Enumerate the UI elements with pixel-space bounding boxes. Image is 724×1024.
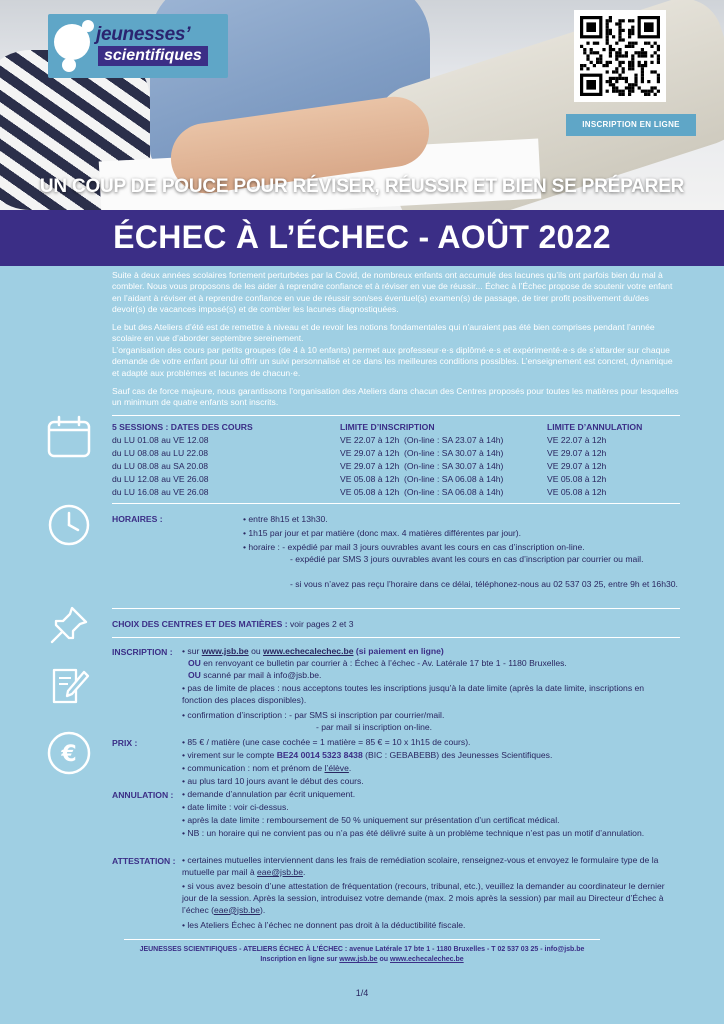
session-dates: du LU 01.08 au VE 12.08 [112,435,209,445]
qr-module [609,83,612,86]
jsb-link[interactable]: www.jsb.be [339,956,378,963]
qr-module [628,42,631,45]
qr-module [647,80,650,83]
qr-module [650,86,653,89]
attestation-line: • les Ateliers Échec à l’échec ne donnent pas droit à la déductibilité fiscale. [182,920,466,930]
online-deadline: (On-line : SA 06.08 à 14h) [404,487,504,497]
qr-module [657,45,660,48]
qr-module [628,64,631,67]
qr-module [634,42,637,45]
qr-module [654,93,657,96]
qr-module [615,86,618,89]
qr-module [615,67,618,70]
qr-module [628,90,631,93]
qr-module [644,42,647,45]
registration-deadline: VE 29.07 à 12h [340,461,400,471]
qr-module [657,80,660,83]
intro-paragraph: Suite à deux années scolaires fortement perturbées par la Covid, de nombreux enfants ont accumulé des lacunes qu’ils ont parfois bien du mal à combler. Nous vous proposons de les aider à reprendre confiance et à réviser en vue de réussir... Échec à l’Échec propose de soutenir votre enfant en l’aidant à réviser et à reprendre confiance en vue de réussir son/ses éventuel(s) examen(s) de passage, de tirer profit positivement du/des devoir(s) de vacances imposé(s) et de combler les lacunes diagnostiquées. [112,270,673,315]
qr-module [644,90,647,93]
qr-module [641,77,644,80]
tagline: UN COUP DE POUCE POUR RÉVISER, RÉUSSIR ET BIEN SE PRÉPARER [39,176,685,197]
qr-module [609,51,612,54]
qr-module [622,77,625,80]
registration-deadline-header: LIMITE D’INSCRIPTION [340,422,435,432]
qr-module [615,80,618,83]
qr-module [606,26,609,29]
qr-module [593,51,596,54]
qr-module [618,35,621,38]
prix-text: • communication : nom et prénom de [182,763,325,773]
qr-module [628,67,631,70]
prix-line: • 85 € / matière (une case cochée = 1 matière = 85 € = 10 x 1h15 de cours). [182,737,471,747]
qr-module [609,61,612,64]
qr-module [628,32,631,35]
qr-module [606,22,609,25]
attestation-line [182,881,672,916]
qr-module [583,51,586,54]
qr-module [654,51,657,54]
clock-icon [46,502,92,548]
qr-module [641,54,644,57]
qr-module [641,80,644,83]
qr-module [606,19,609,22]
qr-module [657,61,660,64]
centres-link[interactable]: voir pages 2 et 3 [289,619,354,629]
qr-module [590,48,593,51]
pushpin-icon [46,602,92,648]
qr-module [644,51,647,54]
prix-text: . [348,763,352,773]
qr-module [631,86,634,89]
qr-module [618,93,621,96]
qr-module [618,48,621,51]
pencil-paper-icon [46,662,92,708]
qr-module [631,32,634,35]
qr-module [631,19,634,22]
qr-module [606,32,609,35]
footer-address: JEUNESSES SCIENTIFIQUES - ATELIERS ÉCHEC À L’ÉCHEC : avenue Latérale 17 bte 1 - 1180 Bruxelles - T 02 537 03 25 - info@jsb.be [139,946,585,953]
qr-module [625,80,628,83]
qr-module [615,54,618,57]
qr-module [654,86,657,89]
qr-module [615,90,618,93]
qr-finder [644,22,654,32]
qr-module [622,38,625,41]
inscription-line [188,658,688,670]
qr-module [650,61,653,64]
attestation-line [182,855,682,879]
intro-paragraph: L’organisation des cours par petits groupes (de 4 à 10 enfants) permet aux professeur·e·s diplômé·e·s et expérimenté·e·s de s’attarder sur chaque demande de votre enfant pour lui offrir un suivi personnalisé et ce dans les meilleures conditions possibles. L’enseignement est concret, dynamique et adapté aux problèmes et lacunes de chacun·e. [112,345,673,378]
horaires-line: - si vous n’avez pas reçu l’horaire dans ce délai, téléphonez-nous au 02 537 03 25, entre 9h et 16h30. [290,579,678,589]
session-dates: du LU 08.08 au LU 22.08 [112,448,209,458]
qr-module [625,77,628,80]
registration-deadline: VE 29.07 à 12h [340,448,400,458]
annulation-line: • demande d’annulation par écrit uniquement. [182,789,356,799]
qr-module [606,38,609,41]
logo-bubble [82,20,94,32]
qr-module [647,93,650,96]
prix-text: (BIC : GEBABEBB) des Jeunesses Scientifiques. [362,750,553,760]
qr-module [657,90,660,93]
prix-line [182,763,682,775]
divider [112,415,680,416]
qr-module [631,64,634,67]
registration-deadline: VE 05.08 à 12h [340,474,400,484]
qr-module [628,19,631,22]
prix-line: • au plus tard 10 jours avant le début des cours. [182,776,364,786]
qr-module [638,61,641,64]
inscription-line: • pas de limite de places : nous acceptons toutes les inscriptions jusqu’à la date limite (après la date limite, inscriptions en fonction des places disponibles). [182,683,645,705]
qr-module [612,90,615,93]
cancellation-deadline: VE 29.07 à 12h [547,461,607,471]
qr-module [615,58,618,61]
qr-module [618,26,621,29]
qr-module [615,51,618,54]
qr-module [606,90,609,93]
qr-module [596,61,599,64]
qr-module [634,51,637,54]
qr-module [580,45,583,48]
qr-module [606,80,609,83]
inscription-line: • confirmation d’inscription : - par SMS si inscription par courrier/mail. [182,710,445,720]
qr-module [606,29,609,32]
qr-module [644,61,647,64]
jsb-link[interactable]: www.jsb.be [201,646,249,656]
qr-module [657,54,660,57]
page-number: 1/4 [355,988,369,998]
qr-module [596,58,599,61]
qr-module [657,77,660,80]
qr-module [609,19,612,22]
qr-module [618,38,621,41]
session-dates: du LU 08.08 au SA 20.08 [112,461,209,471]
qr-module [618,19,621,22]
email-link[interactable]: eae@jsb.be [214,904,260,915]
qr-module [615,70,618,73]
qr-module [606,70,609,73]
qr-module [650,90,653,93]
qr-module [625,45,628,48]
online-deadline: (On-line : SA 30.07 à 14h) [404,448,504,458]
qr-module [628,35,631,38]
qr-module [628,86,631,89]
qr-module [622,70,625,73]
intro-paragraph: Sauf cas de force majeure, nous garantissons l’organisation des Ateliers dans chacun des Centres proposés pour toutes les matières pour lesquelles un minimum de quatre enfants sont inscrits. [112,386,679,408]
logo-bubble [62,58,76,72]
qr-module [622,29,625,32]
footer-text: Inscription en ligne sur [260,956,340,963]
qr-module [631,45,634,48]
qr-module [602,48,605,51]
attestation-text: • si vous avez besoin d’une attestation de fréquentation (recours, tribunal, etc.), veuillez la demander au coordinateur le dernier jour de la session. Après la session, introduisez votre demande (max. 2 mois après la session) par mail au Directeur d’Échec à l’échec ( [182,881,665,915]
horaires-line: • horaire : - expédié par mail 3 jours ouvrables avant les cours en cas d’inscription on-line. [243,542,585,552]
qr-module [602,64,605,67]
qr-module [628,29,631,32]
horaires-line: • 1h15 par jour et par matière (donc max. 4 matières différentes par jour). [243,528,521,538]
qr-module [625,54,628,57]
logo-text-jeunesses: jeunesses’ [96,24,191,45]
divider [124,939,600,940]
qr-module [622,54,625,57]
qr-module [650,70,653,73]
qr-code-graphic [580,16,660,96]
qr-module [609,29,612,32]
qr-module [609,32,612,35]
qr-module [657,58,660,61]
qr-module [628,83,631,86]
online-deadline: (On-line : SA 23.07 à 14h) [404,435,504,445]
qr-module [628,45,631,48]
qr-module [612,83,615,86]
online-deadline: (On-line : SA 30.07 à 14h) [404,461,504,471]
sessions-header: 5 SESSIONS : DATES DES COURS [112,422,253,432]
qr-module [609,77,612,80]
attestation-text: • certaines mutuelles interviennent dans les frais de remédiation scolaire, renseignez-vous et envoyez le formulaire type de la mutuelle par mail à [182,855,659,877]
prix-text: • virement sur le compte [182,750,277,760]
attestation-text: ). [260,904,266,915]
cancellation-deadline: VE 29.07 à 12h [547,448,607,458]
qr-module [628,61,631,64]
qr-module [631,67,634,70]
inscription-text: ou [248,646,264,656]
qr-module [609,48,612,51]
bank-account: BE24 0014 5323 8438 [276,750,363,760]
cancellation-deadline: VE 05.08 à 12h [547,487,607,497]
page-title: ÉCHEC À L’ÉCHEC - AOÛT 2022 [113,219,611,255]
qr-module [650,54,653,57]
qr-module [606,42,609,45]
qr-module [641,70,644,73]
qr-module [634,77,637,80]
prix-line [182,750,682,762]
echecalechec-link[interactable]: www.echecalechec.be [263,646,354,656]
qr-module [631,61,634,64]
qr-module [618,90,621,93]
qr-module [622,93,625,96]
qr-module [634,74,637,77]
qr-module [654,42,657,45]
qr-module [644,54,647,57]
registration-deadline: VE 22.07 à 12h [340,435,400,445]
qr-module [638,86,641,89]
qr-module [650,45,653,48]
qr-module [580,64,583,67]
qr-module [609,54,612,57]
qr-module [618,64,621,67]
inscription-line: - par mail si inscription on-line. [316,722,433,732]
qr-module [583,64,586,67]
qr-module [612,77,615,80]
horaires-line: - expédié par SMS 3 jours ouvrables avant les cours en cas d’inscription par courrier ou mail. [290,554,644,564]
qr-module [583,48,586,51]
qr-module [606,35,609,38]
cancellation-deadline: VE 22.07 à 12h [547,435,607,445]
prix-label: PRIX : [112,738,138,748]
qr-module [618,29,621,32]
ou-text: OU [188,670,201,680]
qr-module [609,16,612,19]
qr-module [599,61,602,64]
qr-module [631,90,634,93]
inscription-text: (si paiement en ligne) [353,646,444,656]
qr-module [644,93,647,96]
qr-module [625,86,628,89]
divider [112,503,680,504]
session-dates: du LU 12.08 au VE 26.08 [112,474,209,484]
divider [112,637,680,638]
qr-module [631,42,634,45]
inscription-text: • sur [182,646,202,656]
qr-module [596,42,599,45]
qr-module [612,48,615,51]
qr-module [593,64,596,67]
qr-module [654,70,657,73]
qr-module [641,90,644,93]
qr-module [638,54,641,57]
attestation-text: . [303,866,306,877]
qr-module [622,19,625,22]
qr-finder [586,22,596,32]
qr-module [622,90,625,93]
qr-module [634,80,637,83]
echecalechec-link[interactable]: www.echecalechec.be [390,956,464,963]
qr-module [606,61,609,64]
qr-module [618,51,621,54]
qr-module [609,80,612,83]
qr-module [599,58,602,61]
qr-module [593,42,596,45]
centres-label: CHOIX DES CENTRES ET DES MATIÈRES : [112,619,288,629]
centres-row [112,619,354,629]
svg-text:€: € [61,742,77,767]
qr-module [590,61,593,64]
divider [112,608,680,609]
eleve-text: l’élève [324,763,349,773]
qr-module [631,54,634,57]
euro-icon [46,730,92,776]
qr-module [586,42,589,45]
qr-module [618,32,621,35]
annulation-line: • après la date limite : remboursement de 50 % uniquement sur présentation d’un certificat médical. [182,815,560,825]
qr-module [586,67,589,70]
qr-module [638,64,641,67]
qr-module [609,45,612,48]
logo-text-scientifiques: scientifiques [98,46,208,66]
qr-module [631,26,634,29]
online-deadline: (On-line : SA 06.08 à 14h) [404,474,504,484]
intro-paragraph: Le but des Ateliers d’été est de remettre à niveau et de revoir les notions fondamentales qui n’auraient pas été bien comprises pendant l’année scolaire en vue d’aborder septembre sereinement. [112,322,655,344]
qr-module [622,67,625,70]
qr-module [622,61,625,64]
qr-module [586,54,589,57]
ou-text: OU [188,658,201,668]
qr-module [631,29,634,32]
qr-module [634,83,637,86]
qr-module [647,42,650,45]
qr-module [631,83,634,86]
inscription-line [188,670,688,682]
qr-module [586,58,589,61]
qr-module [641,64,644,67]
qr-module [641,51,644,54]
email-link[interactable]: eae@jsb.be [257,866,303,877]
qr-module [641,74,644,77]
inscription-text: scanné par mail à info@jsb.be. [200,670,322,680]
qr-module [618,77,621,80]
qr-module [644,64,647,67]
annulation-line: • date limite : voir ci-dessus. [182,802,289,812]
qr-module [638,51,641,54]
attestation-label: ATTESTATION : [112,856,176,866]
inscription-text: en renvoyant ce bulletin par courrier à : Échec à l’échec - Av. Latérale 17 bte 1 - 1180 Bruxelles. [200,658,567,668]
calendar-icon [46,414,92,460]
qr-module [618,74,621,77]
qr-module [618,54,621,57]
qr-module [596,51,599,54]
qr-module [618,61,621,64]
qr-module [641,48,644,51]
qr-module [612,86,615,89]
footer-text: ou [377,956,390,963]
qr-module [615,22,618,25]
register-online-badge[interactable]: INSCRIPTION EN LIGNE [566,114,696,136]
qr-module [580,67,583,70]
footer-online [0,956,724,963]
session-dates: du LU 16.08 au VE 26.08 [112,487,209,497]
qr-module [631,58,634,61]
inscription-label: INSCRIPTION : [112,647,173,657]
inscription-line [182,646,682,658]
qr-module [615,77,618,80]
annulation-label: ANNULATION : [112,790,174,800]
horaires-label: HORAIRES : [112,514,163,524]
qr-module [628,93,631,96]
annulation-line: • NB : un horaire qui ne convient pas ou n’a pas été délivré suite à un problème technique n’est pas un motif d’annulation. [182,828,645,838]
qr-module [618,22,621,25]
horaires-line: • entre 8h15 et 13h30. [243,514,328,524]
qr-module [599,54,602,57]
qr-module [590,51,593,54]
qr-module [657,74,660,77]
qr-finder [586,80,596,90]
qr-module [647,90,650,93]
qr-module [615,42,618,45]
qr-code-icon[interactable] [574,10,666,102]
qr-module [612,70,615,73]
qr-module [657,48,660,51]
registration-deadline: VE 05.08 à 12h [340,487,400,497]
cancellation-deadline: VE 05.08 à 12h [547,474,607,484]
qr-module [612,35,615,38]
cancellation-deadline-header: LIMITE D’ANNULATION [547,422,643,432]
qr-module [641,67,644,70]
qr-module [606,64,609,67]
qr-module [625,51,628,54]
